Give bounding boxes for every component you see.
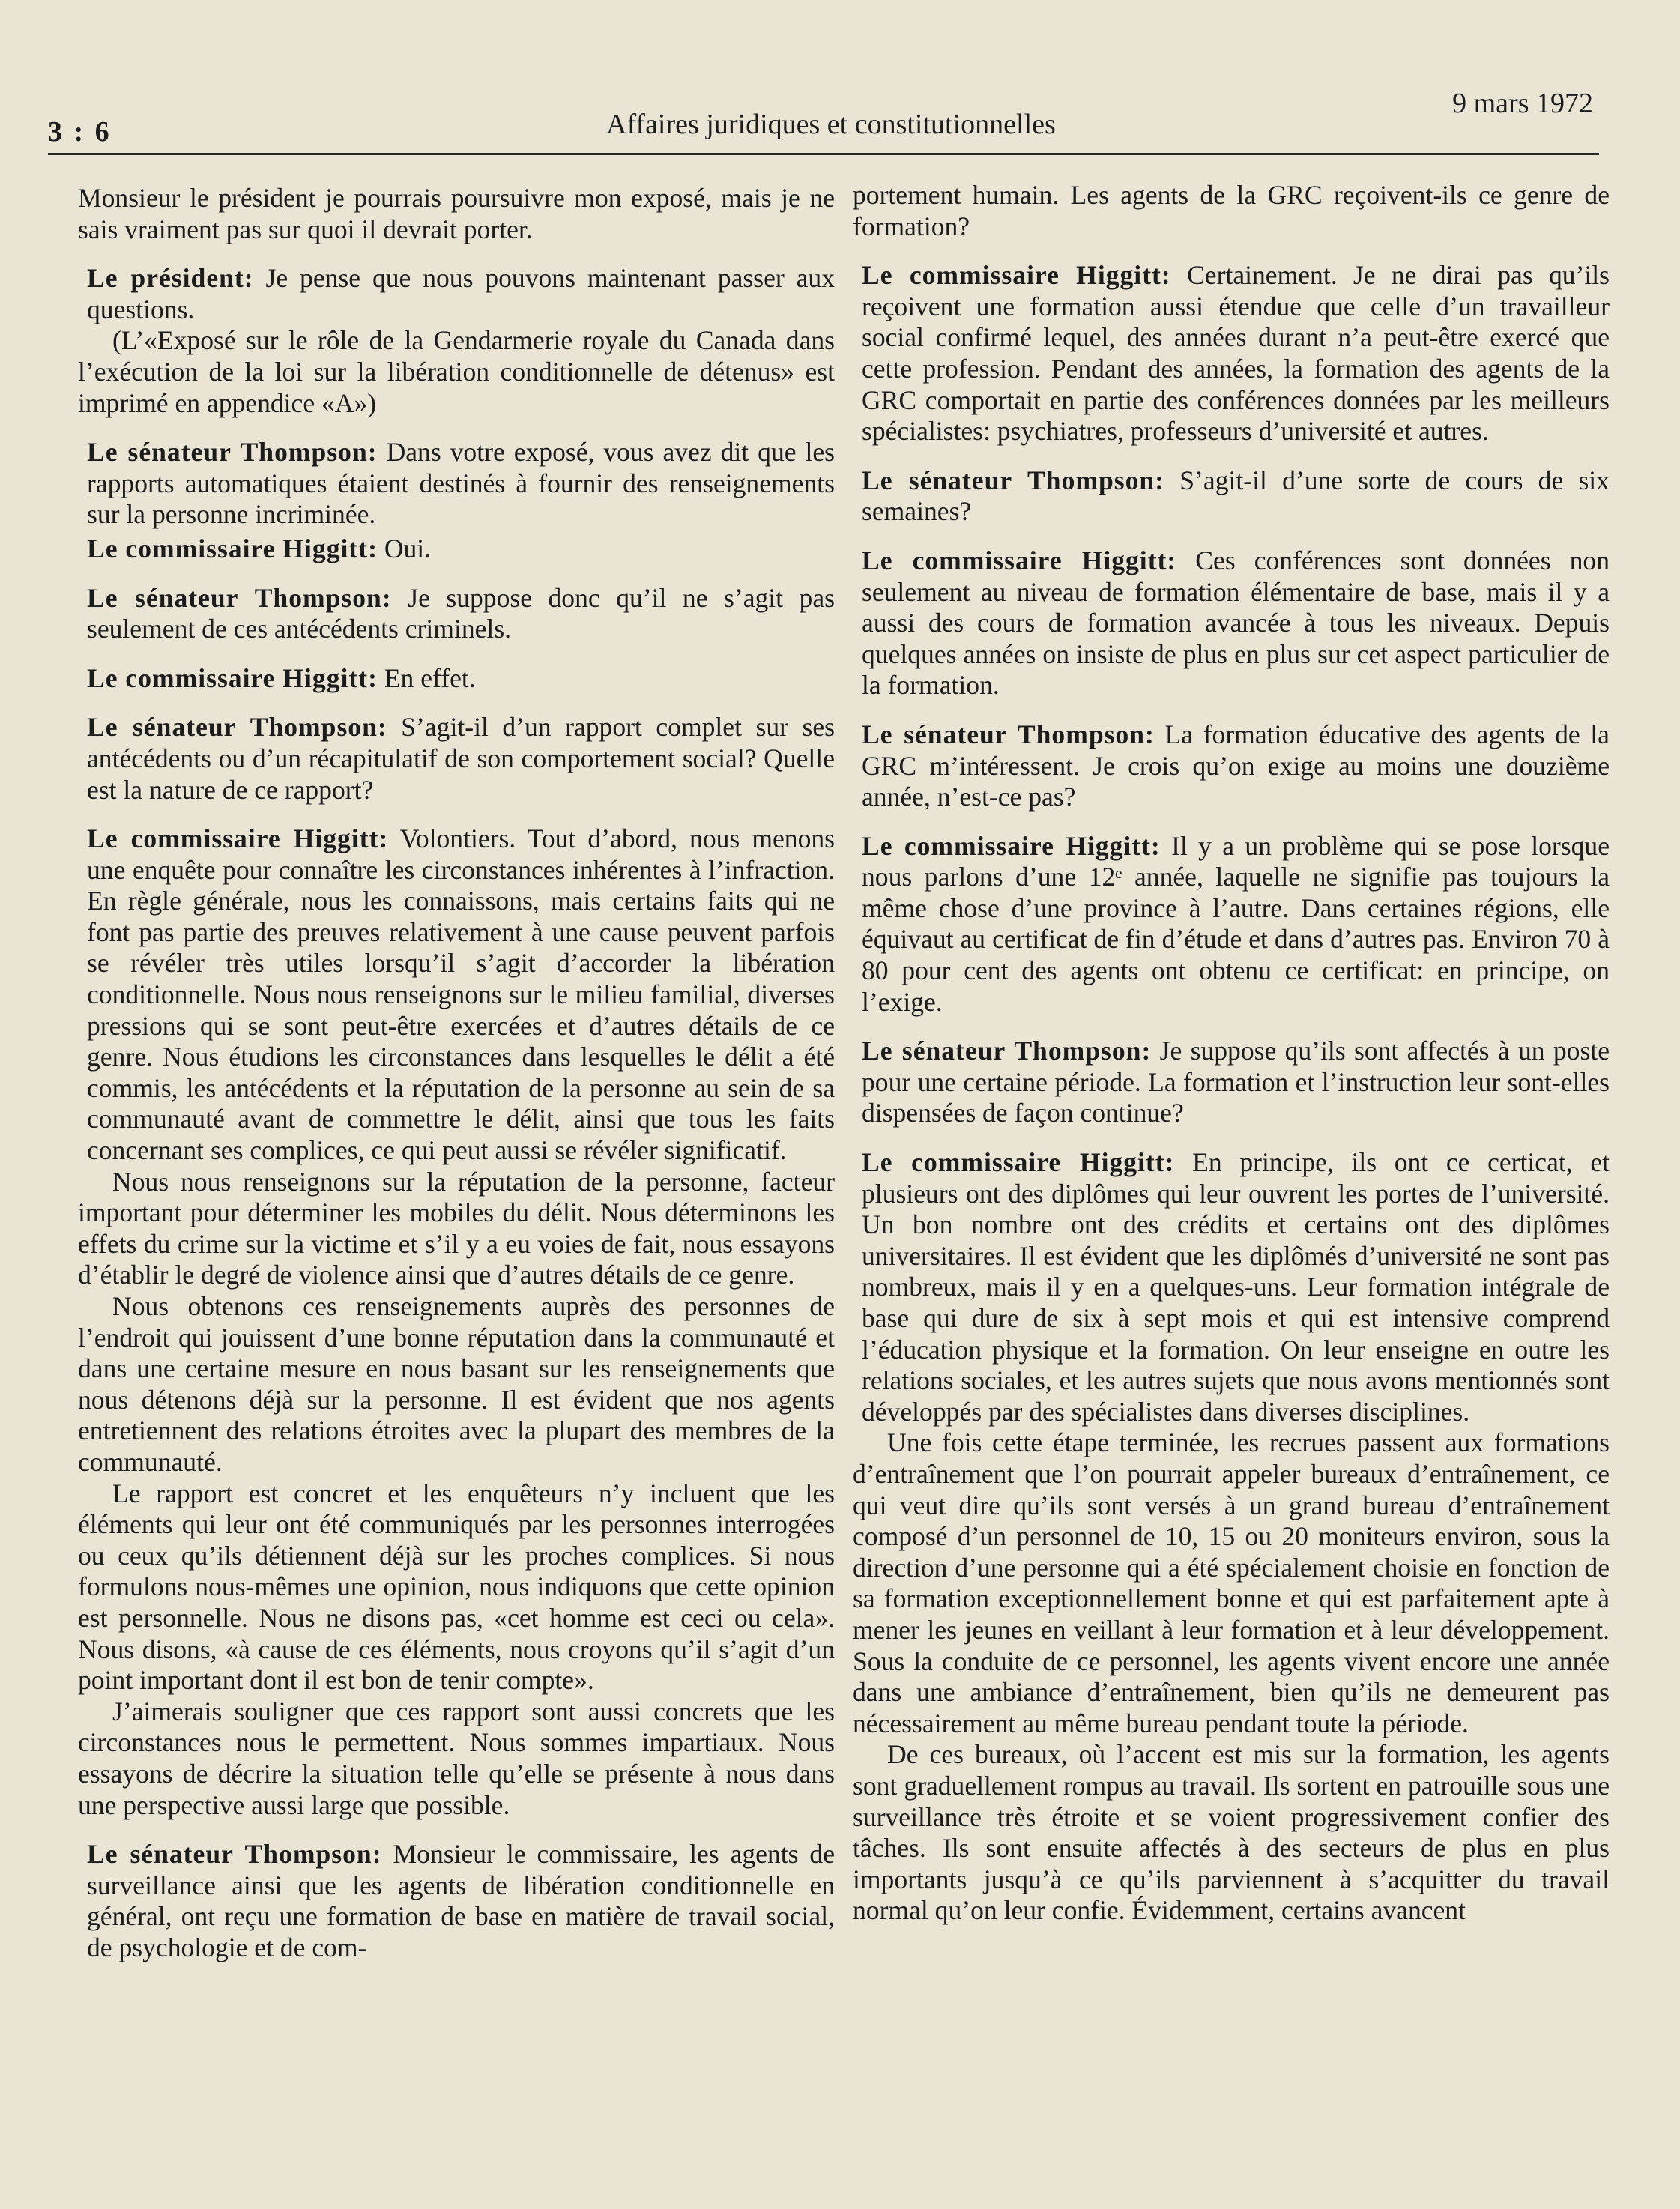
- speech-text: Je suppose donc qu’il ne s’agit pas seulement de ces antécédents criminels.: [87, 582, 835, 644]
- speech-paragraph: [78, 263, 835, 325]
- paragraph: [78, 1167, 835, 1291]
- speaker-name: Le sénateur Thompson:: [862, 719, 1155, 749]
- left-column: [78, 183, 835, 1963]
- speech-paragraph: [78, 824, 835, 1167]
- paragraph: [78, 183, 835, 245]
- speaker-name: Le sénateur Thompson:: [87, 712, 387, 743]
- speech-paragraph: [78, 1839, 835, 1963]
- speaker-name: Le commissaire Higgitt:: [87, 662, 378, 693]
- speech-paragraph: [853, 831, 1610, 1018]
- paragraph-text: (L’«Exposé sur le rôle de la Gendarmerie royale du Canada dans l’exécution de la loi sur la libération conditionnelle de détenus» est imprimé en appendice «A»): [78, 325, 835, 418]
- speech-paragraph: [853, 465, 1610, 528]
- speech-paragraph: [78, 437, 835, 531]
- speaker-name: Le commissaire Higgitt:: [87, 824, 389, 854]
- paragraph: [78, 1291, 835, 1478]
- paragraph: [853, 1739, 1610, 1927]
- speech-paragraph: [853, 260, 1610, 447]
- paragraph-text: Monsieur le président je pourrais poursuivre mon exposé, mais je ne sais vraiment pas sur quoi il devrait porter.: [78, 183, 835, 244]
- speaker-name: Le commissaire Higgitt:: [87, 533, 378, 563]
- speech-text: Il y a un problème qui se pose lorsque nous parlons d’une 12ᵉ année, laquelle ne signifie pas toujours la même chose d’une province à l’autre. Dans certaines régions, elle équivaut au certificat de fin d’étude et dans d’autres pas. Environ 70 à 80 pour cent des agents ont obtenu ce certificat: en principe, on l’exige.: [862, 830, 1610, 1017]
- speech-paragraph: [78, 583, 835, 645]
- speech-paragraph: [78, 712, 835, 806]
- speaker-name: Le sénateur Thompson:: [87, 582, 392, 613]
- appendix-note: [78, 325, 835, 419]
- speech-text: S’agit-il d’une sorte de cours de six semaines?: [862, 465, 1610, 527]
- speech-paragraph: [78, 534, 835, 565]
- speech-paragraph: [853, 719, 1610, 813]
- paragraph-text: De ces bureaux, où l’accent est mis sur la formation, les agents sont graduellement rompus au travail. Ils sortent en patrouille sous une surveillance très étroite et se voient progressivement confier des tâches. Ils sont ensuite affectés à des secteurs de plus en plus importants jusqu’à ce qu’ils parviennent à s’acquitter du travail normal qu’on leur confie. Évidemment, certains avancent: [853, 1739, 1610, 1926]
- paragraph: [78, 1696, 835, 1821]
- speech-text: S’agit-il d’un rapport complet sur ses antécédents ou d’un récapitulatif de son comportement social? Quelle est la nature de ce rapport?: [87, 712, 835, 805]
- speech-paragraph: [853, 1036, 1610, 1129]
- running-title: Affaires juridiques et constitutionnelles: [606, 109, 1056, 140]
- speech-text: La formation éducative des agents de la GRC m’intéressent. Je crois qu’on exige au moins une douzième année, n’est-ce pas?: [862, 719, 1610, 812]
- page-number: 3 : 6: [48, 116, 112, 148]
- speech-text: Monsieur le commissaire, les agents de surveillance ainsi que les agents de libération conditionnelle en général, ont reçu une formation de base en matière de travail social, de psychologie et de com-: [87, 1839, 835, 1962]
- paragraph-text: Une fois cette étape terminée, les recrues passent aux formations d’entraînement que l’on pourrait appeler bureaux d’entraînement, ce qui veut dire qu’ils sont versés à un grand bureau d’entraînement composé d’un personnel de 10, 15 ou 20 moniteurs environ, sous la direction d’une personne qui a été spécialement choisie en fonction de sa formation exceptionnellement bonne et qui est parfaitement apte à mener les jeunes en veillant à leur formation et à leur développement. Sous la conduite de ce personnel, les agents vivent encore une année dans une ambiance d’entraînement, bien qu’ils ne demeurent pas nécessairement au même bureau pendant toute la période.: [853, 1427, 1610, 1738]
- speech-text: Volontiers. Tout d’abord, nous menons une enquête pour connaître les circonstances inhérentes à l’infraction. En règle générale, nous les connaissons, mais certains faits qui ne font pas partie des preuves relativement à une cause peuvent parfois se révéler très utiles lorsqu’il s’agit d’accorder la libération conditionnelle. Nous nous renseignons sur le milieu familial, diverses pressions qui se sont peut-être exercées et d’autres détails de ce genre. Nous étudions les circonstances dans lesquelles le délit a été commis, les antécédents et la réputation de la personne au sein de sa communauté avant de commettre le délit, ainsi que tous les faits concernant ses complices, ce qui peut aussi se révéler significatif.: [87, 824, 835, 1166]
- speaker-name: Le commissaire Higgitt:: [862, 260, 1171, 291]
- speech-text: Oui.: [384, 533, 432, 563]
- speech-text: En effet.: [384, 662, 476, 693]
- speaker-name: Le sénateur Thompson:: [87, 437, 378, 468]
- speech-paragraph: [853, 546, 1610, 701]
- speech-text: Je suppose qu’ils sont affectés à un poste pour une certaine période. La formation et l’instruction leur sont-elles dispensées de façon continue?: [862, 1036, 1610, 1128]
- speech-text: Ces conférences sont données non seulement au niveau de formation élémentaire de base, mais il y a aussi des cours de formation avancée à tous les niveaux. Depuis quelques années on insiste de plus en plus sur cet aspect particulier de la formation.: [862, 545, 1610, 701]
- speech-paragraph: [853, 1147, 1610, 1427]
- paragraph-text: Nous obtenons ces renseignements auprès des personnes de l’endroit qui jouissent d’une bonne réputation dans la communauté et dans une certaine mesure en nous basant sur les renseignements que nous détenons déjà sur la personne. Il est évident que nos agents entretiennent des relations étroites avec la plupart des membres de la communauté.: [78, 1291, 835, 1477]
- right-column: [853, 180, 1610, 1927]
- speech-text: Je pense que nous pouvons maintenant passer aux questions.: [87, 263, 835, 324]
- speaker-name: Le sénateur Thompson:: [87, 1839, 382, 1870]
- speaker-name: Le président:: [87, 263, 254, 294]
- paragraph-text: J’aimerais souligner que ces rapport sont aussi concrets que les circonstances nous le permettent. Nous sommes impartiaux. Nous essayons de décrire la situation telle qu’elle se présente à nous dans une perspective aussi large que possible.: [78, 1696, 835, 1820]
- speech-text: Dans votre exposé, vous avez dit que les rapports automatiques étaient destinés à fournir des renseignements sur la personne incriminée.: [87, 437, 835, 530]
- speaker-name: Le commissaire Higgitt:: [862, 830, 1161, 861]
- speech-text: Certainement. Je ne dirai pas qu’ils reçoivent une formation aussi étendue que celle d’un travailleur social confirmé lequel, des années durant n’a peut-être exercé que cette profession. Pendant des années, la formation des agents de la GRC comportait en partie des conférences données par les meilleurs spécialistes: psychiatres, professeurs d’université et autres.: [862, 260, 1610, 447]
- paragraph: [853, 180, 1610, 242]
- paragraph-text: Nous nous renseignons sur la réputation de la personne, facteur important pour déterminer les mobiles du délit. Nous déterminons les effets du crime sur la victime et s’il y a eu voies de fait, nous essayons d’établir le degré de violence ainsi que d’autres détails de ce genre.: [78, 1166, 835, 1290]
- paragraph-text: Le rapport est concret et les enquêteurs n’y incluent que les éléments qui leur ont été communiqués par les personnes interrogées ou ceux qu’ils détiennent déjà sur les proches complices. Si nous formulons nous-mêmes une opinion, nous indiquons que cette opinion est personnelle. Nous ne disons pas, «cet homme est ceci ou cela». Nous disons, «à cause de ces éléments, nous croyons qu’il s’agit d’un point important dont il est bon de tenir compte».: [78, 1478, 835, 1696]
- speaker-name: Le sénateur Thompson:: [862, 465, 1165, 495]
- paragraph-text: portement humain. Les agents de la GRC reçoivent-ils ce genre de formation?: [853, 180, 1610, 241]
- page-header: [48, 82, 1599, 155]
- speaker-name: Le sénateur Thompson:: [862, 1036, 1152, 1066]
- speech-text: En principe, ils ont ce certicat, et plusieurs ont des diplômes qui leur ouvrent les portes de l’université. Un bon nombre ont des crédits et certains ont des diplômes universitaires. Il est évident que les diplômés d’université ne sont pas nombreux, mais il y en a quelques-uns. Leur formation intégrale de base qui dure de six à sept mois et qui est intensive comprend l’éducation physique et la formation. On leur enseigne en outre les relations sociales, et les autres sujets que nous avons mentionnés sont développés par des spécialistes dans diverses disciplines.: [862, 1147, 1610, 1427]
- header-date: 9 mars 1972: [1452, 88, 1593, 119]
- paragraph: [78, 1478, 835, 1696]
- speaker-name: Le commissaire Higgitt:: [862, 545, 1177, 575]
- paragraph: [853, 1427, 1610, 1739]
- speech-paragraph: [78, 663, 835, 695]
- speaker-name: Le commissaire Higgitt:: [862, 1147, 1175, 1178]
